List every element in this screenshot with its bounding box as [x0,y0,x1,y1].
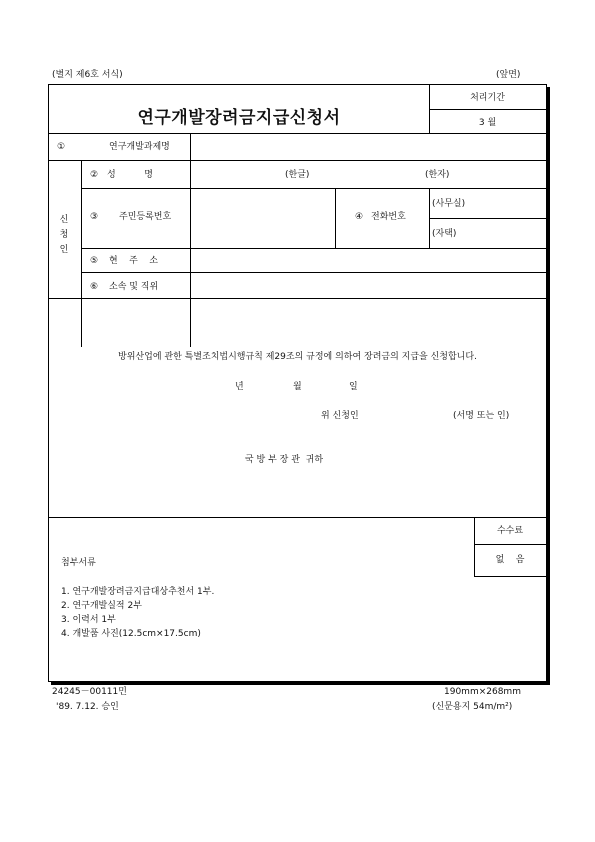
approval-date: '89. 7.12. 승인 [56,702,119,712]
rrn-field[interactable] [191,189,334,248]
address-field[interactable] [191,249,546,272]
item-number-1: ① [57,142,66,152]
attachment-item: 2. 연구개발실적 2부 [61,601,142,611]
phone-home-label: (자택) [432,229,457,239]
name-label: 성 명 [107,170,153,180]
fee-value: 없 음 [495,555,525,565]
applicant-signature-label: 위 신청인 [321,411,359,421]
divider [474,576,546,577]
page-side-label: (앞면) [496,70,521,80]
item-number-2: ② [90,170,99,180]
divider [474,517,475,576]
phone-office-label: (사무실) [432,199,466,209]
processing-period-label: 처리기간 [470,93,505,103]
applicant-label-char: 인 [59,245,69,255]
address-label: 현 주 소 [109,256,158,266]
applicant-label-char: 청 [59,230,69,240]
fee-label: 수수료 [496,526,524,536]
attachment-item: 4. 개발품 사진(12.5cm×17.5cm) [61,629,201,639]
signature-field[interactable] [369,407,449,423]
application-statement: 방위산업에 관한 특별조치법시행규칙 제29조의 규정에 의하여 장려금의 지급을 신청합니다. [118,352,477,362]
phone-home-field[interactable] [461,219,545,247]
attachment-item: 3. 이력서 1부 [61,615,116,625]
application-form [48,84,547,682]
item-number-4: ④ [355,212,364,222]
applicant-label [58,213,70,258]
name-field[interactable] [191,161,546,188]
item-number-3: ③ [90,212,99,222]
form-number: (별지 제6호 서식) [52,70,123,80]
phone-office-field[interactable] [467,189,545,217]
divider [49,298,546,299]
project-name-label: 연구개발과제명 [109,142,170,152]
date-year-label: 년 [235,382,244,392]
applicant-label-char: 신 [59,215,69,225]
name-hangul-label: (한글) [285,170,310,180]
item-number-6: ⑥ [90,282,99,292]
divider [49,517,546,518]
divider [429,109,546,110]
affiliation-field[interactable] [191,273,546,298]
date-day-label: 일 [349,382,358,392]
rrn-label: 주민등록번호 [119,212,172,222]
attachments-heading: 첨부서류 [61,558,96,568]
attachment-item: 1. 연구개발장려금지급대상추천서 1부. [61,587,215,597]
item-number-5: ⑤ [90,256,99,266]
paper-size: 190mm×268mm [444,687,521,697]
signature-hint: (서명 또는 인) [453,411,510,421]
paper-type: (신문용지 54m/m²) [432,702,513,712]
divider [335,188,336,248]
form-title: 연구개발장려금지급신청서 [137,108,341,128]
affiliation-label: 소속 및 직위 [109,282,159,292]
name-hanja-label: (한자) [425,170,450,180]
divider [474,544,546,545]
date-month-label: 월 [293,382,302,392]
recipient: 국 방 부 장 관 귀하 [245,455,324,465]
project-name-field[interactable] [191,134,546,160]
form-code: 24245－00111민 [52,687,127,697]
phone-label: 전화번호 [371,212,406,222]
processing-period-value: 3 월 [478,118,497,128]
